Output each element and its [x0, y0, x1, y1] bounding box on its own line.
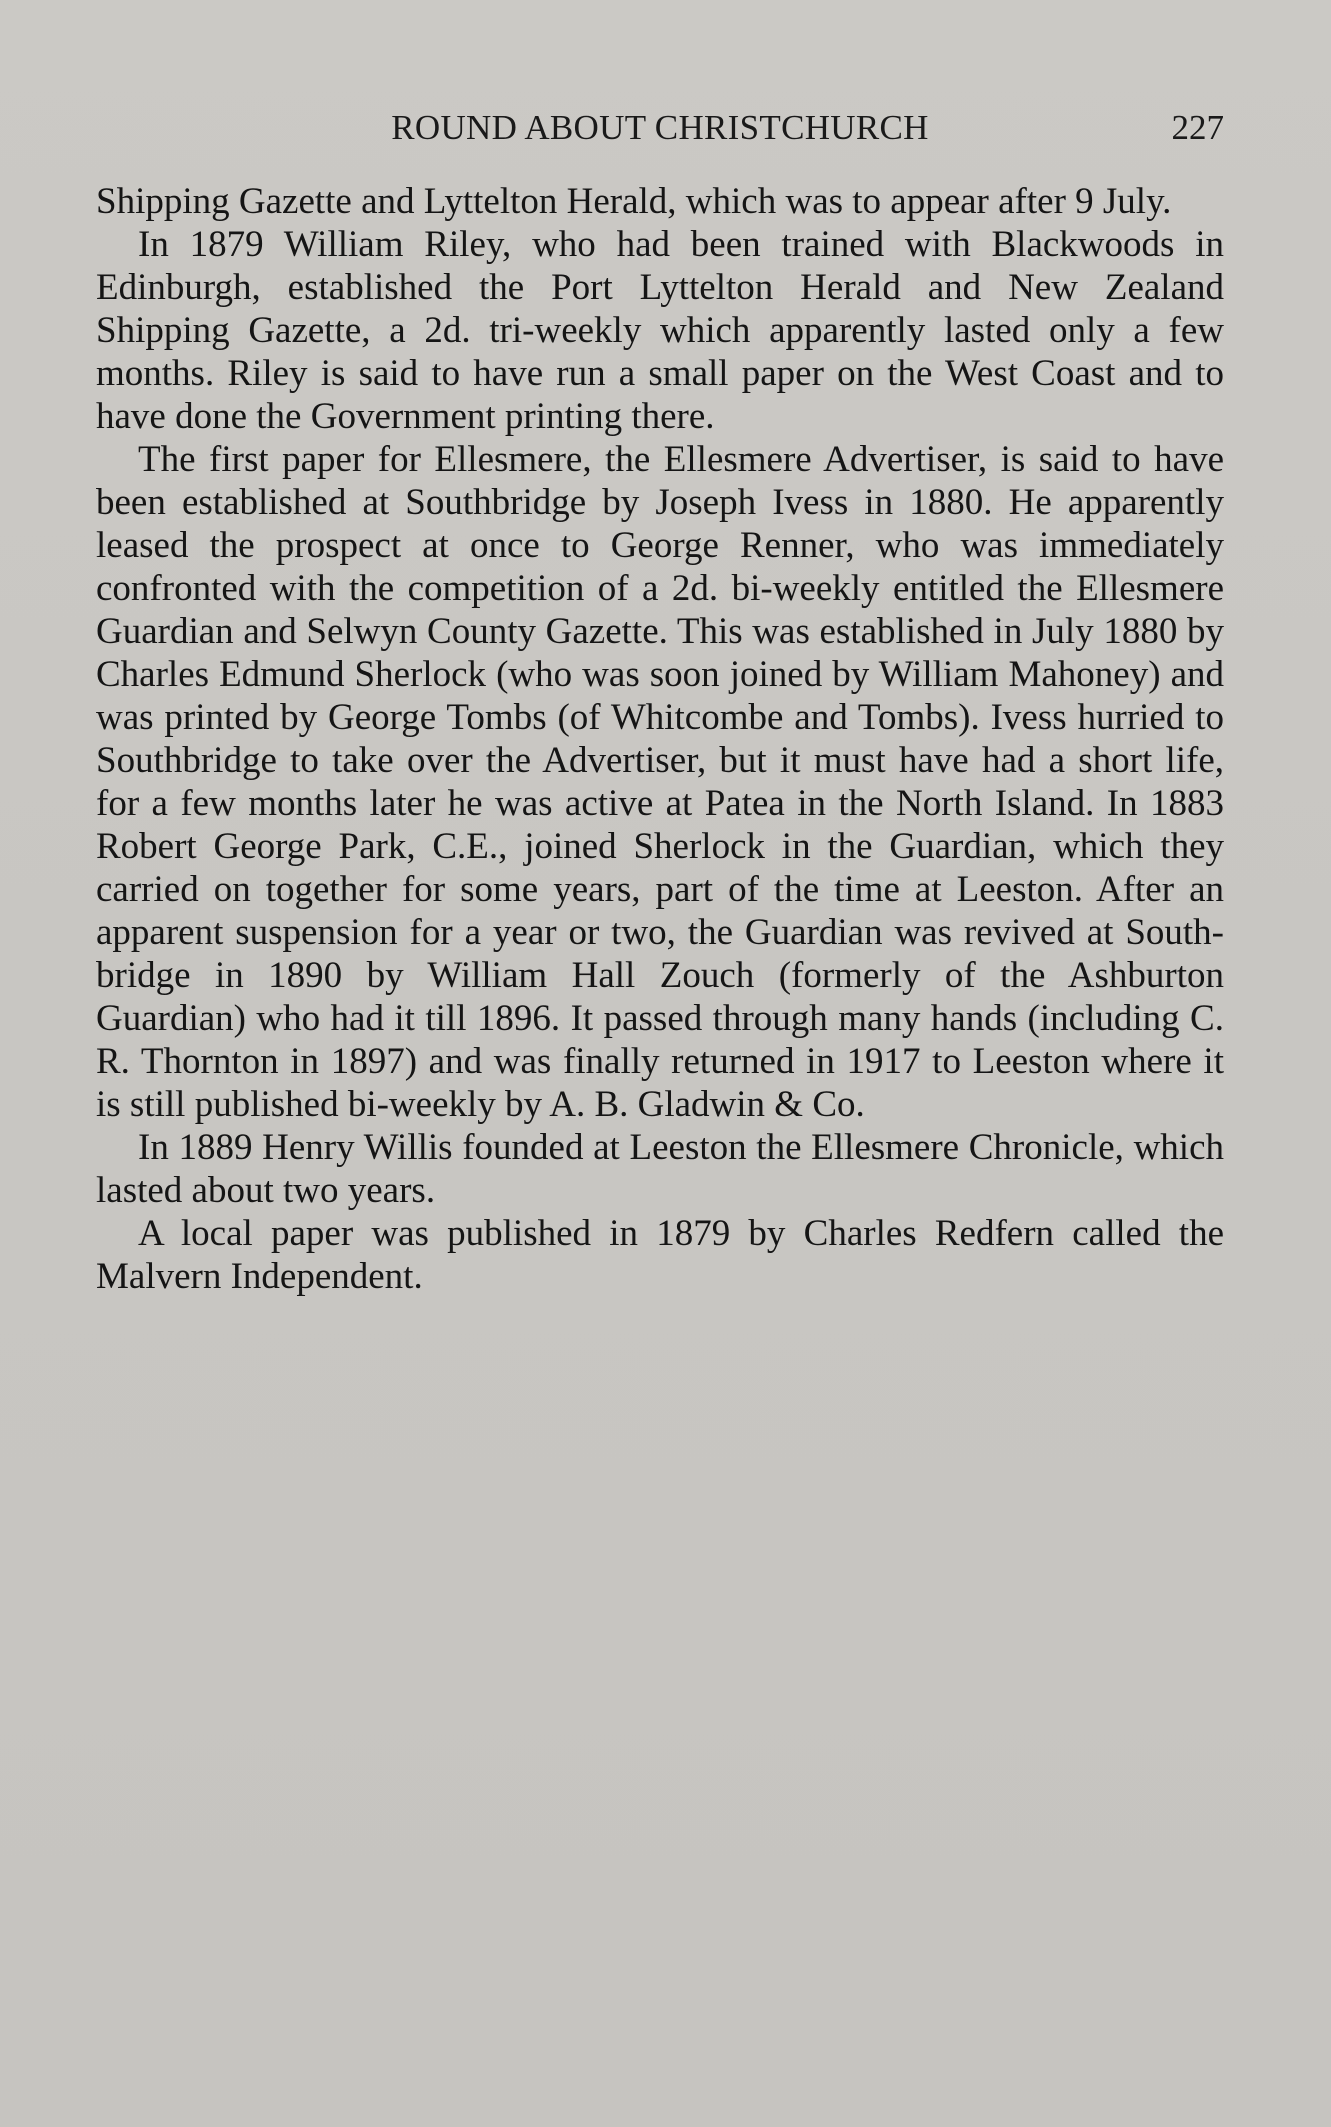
paragraph-riley: In 1879 William Riley, who had been trained with Blackwoods in Edinburgh, established the Port Lyttelton Herald and New Zealand Shipping Gazette, a 2d. tri-weekly which apparently lasted only a few months. Riley is said to have run a small paper on the West Coast and to have done the Government printing there.: [96, 224, 1224, 437]
page-number: 227: [1171, 108, 1224, 147]
paragraph-ellesmere: The first paper for Ellesmere, the Ellesmere Advertiser, is said to have been established at Southbridge by Joseph Ivess in 1880. He apparently leased the prospect at once to George Renner, who was immediately confronted with the competition of a 2d. bi-weekly entitled the Ellesmere Guardian and Selwyn County Gazette. This was established in July 1880 by Charles Edmund Sherlock (who was soon joined by William Mahoney) and was printed by George Tombs (of Whitcombe and Tombs). Ivess hurried to Southbridge to take over the Advertiser, but it must have had a short life, for a few months later he was active at Patea in the North Island. In 1883 Robert George Park, C.E., joined Sherlock in the Guardian, which they carried on together for some years, part of the time at Leeston. After an apparent suspension for a year or two, the Guardian was revived at Southbridge in 1890 by William Hall Zouch (formerly of the Ashburton Guardian) who had it till 1896. It passed through many hands (including C. R. Thornton in 1897) and was finally returned in 1917 to Leeston where it is still published bi-weekly by A. B. Gladwin & Co.: [96, 439, 1224, 1125]
paragraph-willis: In 1889 Henry Willis founded at Leeston the Ellesmere Chronicle, which lasted about two years.: [96, 1127, 1224, 1211]
paragraph-continuation: Shipping Gazette and Lyttelton Herald, which was to appear after 9 July.: [96, 181, 1172, 222]
running-title: ROUND ABOUT CHRISTCHURCH: [391, 108, 929, 147]
running-head: [96, 108, 1224, 154]
body-text: [96, 180, 1224, 1298]
paragraph-redfern: A local paper was published in 1879 by Charles Redfern called the Malvern Independent.: [96, 1213, 1224, 1297]
